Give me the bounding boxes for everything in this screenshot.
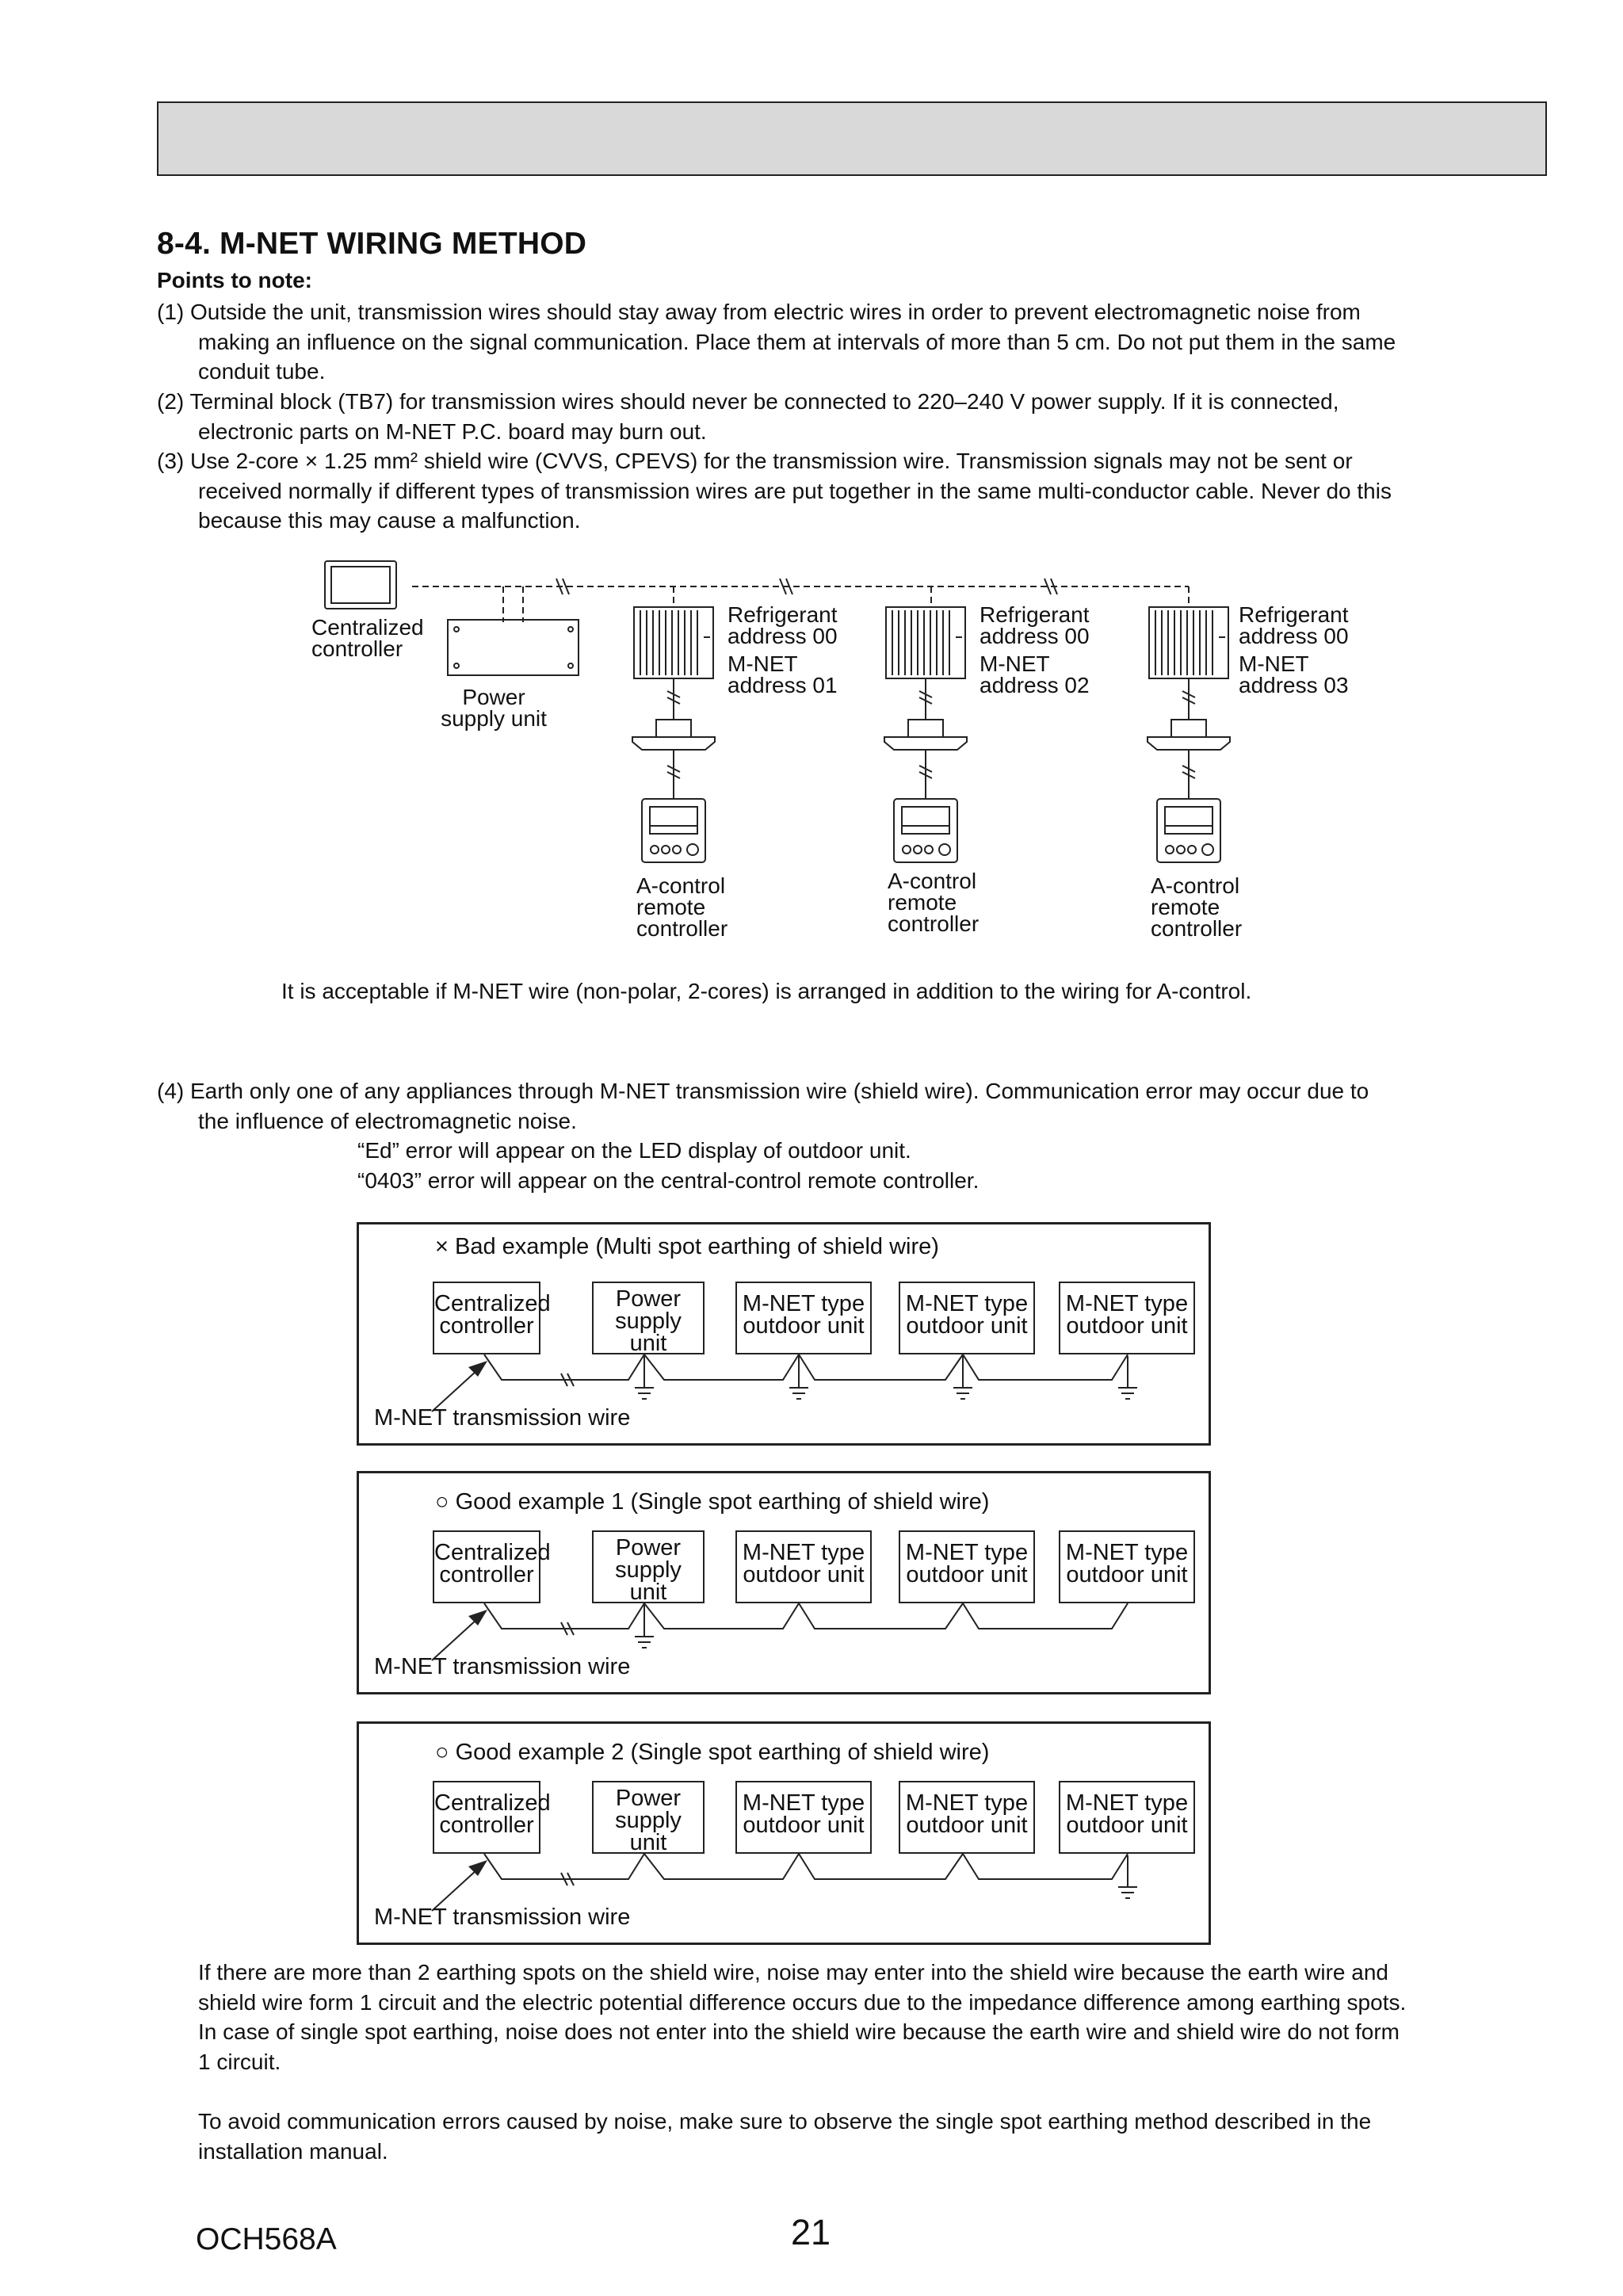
point-2-line2: electronic parts on M-NET P.C. board may burn out. [198,418,707,444]
outdoor-unit-box-3: M-NET type outdoor unit [1059,1530,1195,1603]
centralized-controller-box: Centralized controller [433,1530,540,1603]
good-example-1-title: ○ Good example 1 (Single spot earthing of shield wire) [435,1489,990,1515]
page-number: 21 [791,2212,831,2252]
outdoor-unit-box-2: M-NET type outdoor unit [899,1282,1035,1354]
good-example-2-title: ○ Good example 2 (Single spot earthing of shield wire) [435,1740,990,1765]
points-heading: Points to note: [157,268,312,292]
indoor-unit-1-icon [632,607,715,862]
point-4-line3: “Ed” error will appear on the LED display of outdoor unit. [357,1138,911,1163]
point-3-line2: received normally if different types of transmission wires are put together in the same multi-conductor cable. Never do this [198,478,1392,503]
outdoor-unit-box-2: M-NET type outdoor unit [899,1781,1035,1854]
outdoor-unit-box-1: M-NET type outdoor unit [735,1781,872,1854]
point-4-line2: the influence of electromagnetic noise. [198,1108,577,1133]
remote-3-label: A-control remote controller [1151,873,1243,941]
earthing-advice: To avoid communication errors caused by noise, make sure to observe the single spot earthing method described in the installation manual. [198,2109,1372,2164]
outdoor-unit-box-2: M-NET type outdoor unit [899,1530,1035,1603]
point-1-line3: conduit tube. [198,359,326,384]
point-3-line1: (3) Use 2-core × 1.25 mm² shield wire (CVVS, CPEVS) for the transmission wire. Transmission signals may not be sent or [157,449,1353,473]
point-2-line1: (2) Terminal block (TB7) for transmission wires should never be connected to 220–240 V power supply. If it is connected, [157,389,1339,414]
point-4-line4: “0403” error will appear on the central-control remote controller. [357,1167,980,1193]
remote-1-label: A-control remote controller [636,873,728,941]
unit-1-label: Refrigerant address 00 M-NET address 01 [727,602,838,697]
bad-example-title: × Bad example (Multi spot earthing of shield wire) [435,1234,939,1259]
remote-2-label: A-control remote controller [888,869,980,936]
diagram-caption: It is acceptable if M-NET wire (non-polar, 2-cores) is arranged in addition to the wiring for A-control. [281,979,1252,1003]
power-supply-unit-icon [448,620,579,675]
centralized-controller-icon [325,561,396,609]
outdoor-unit-box-3: M-NET type outdoor unit [1059,1781,1195,1854]
centralized-controller-box: Centralized controller [433,1282,540,1354]
header-band [157,101,1547,176]
outdoor-unit-box-3: M-NET type outdoor unit [1059,1282,1195,1354]
point-2 [157,387,1552,446]
unit-3-label: Refrigerant address 00 M-NET address 03 [1239,602,1349,697]
point-4-line1: (4) Earth only one of any appliances through M-NET transmission wire (shield wire). Communication error may occur due to [157,1079,1369,1103]
unit-2-label: Refrigerant address 00 M-NET address 02 [980,602,1090,697]
indoor-unit-3-icon [1148,607,1230,862]
point-1-line1: (1) Outside the unit, transmission wires should stay away from electric wires in order to prevent electromagnetic noise from [157,300,1361,324]
section-title: 8-4. M-NET WIRING METHOD [157,227,587,261]
power-supply-box: Power supply unit [592,1781,705,1854]
transmission-wire-label: M-NET transmission wire [374,1405,631,1431]
bad-example-box [357,1222,1211,1446]
power-supply-box: Power supply unit [592,1282,705,1354]
power-supply-box: Power supply unit [592,1530,705,1603]
indoor-unit-2-icon [884,607,967,862]
point-3 [157,446,1552,536]
point-1 [157,297,1552,387]
point-3-line3: because this may cause a malfunction. [198,508,581,533]
outdoor-unit-box-1: M-NET type outdoor unit [735,1282,872,1354]
power-supply-label: Power supply unit [441,685,547,731]
point-4 [157,1076,1552,1195]
outdoor-unit-box-1: M-NET type outdoor unit [735,1530,872,1603]
transmission-wire-label: M-NET transmission wire [374,1904,631,1930]
model-number: OCH568A [196,2222,337,2256]
centralized-controller-box: Centralized controller [433,1781,540,1854]
earthing-explanation: If there are more than 2 earthing spots on the shield wire, noise may enter into the shield wire because the earth wire and shield wire form 1 circuit and the electric potential difference occurs due to the impedance difference among earthing spots. In case of single spot earthing, noise does not enter into the shield wire because the earth wire and shield wire do not form 1 circuit. [198,1960,1407,2074]
point-1-line2: making an influence on the signal communication. Place them at intervals of more than 5 cm. Do not put them in the same [198,329,1396,354]
centralized-controller-label: Centralized controller [311,615,424,661]
good-example-1-box [357,1471,1211,1694]
transmission-wire-label: M-NET transmission wire [374,1654,631,1679]
good-example-2-box [357,1721,1211,1945]
